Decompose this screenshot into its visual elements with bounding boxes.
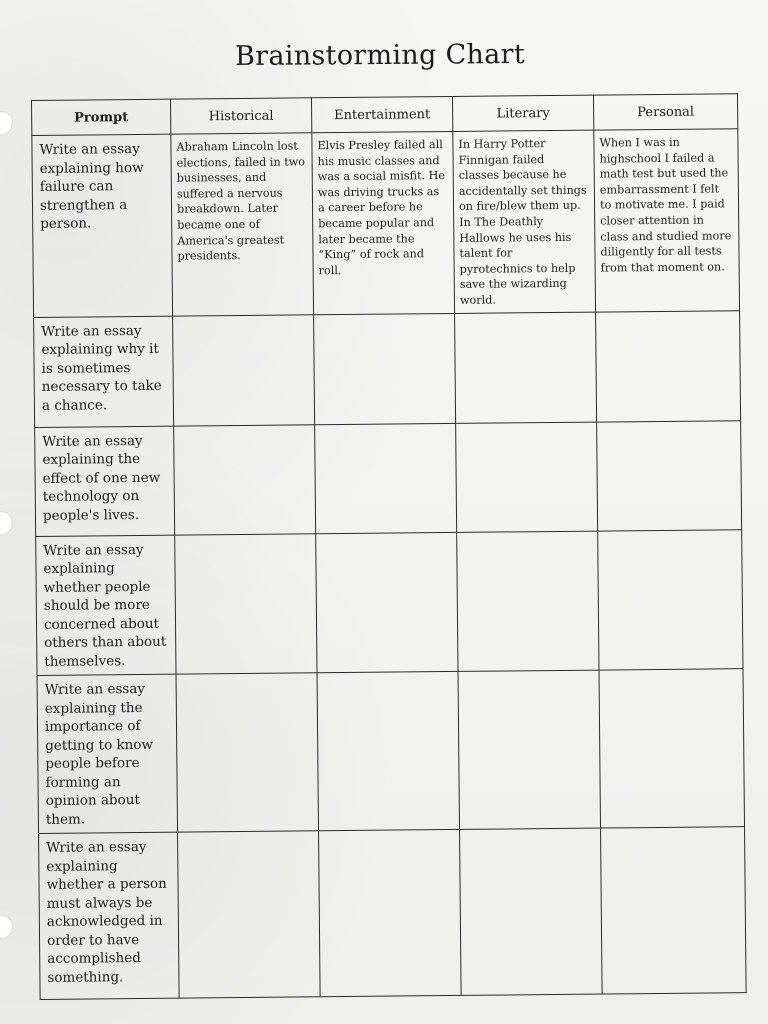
column-header-historical: Historical: [170, 98, 311, 134]
personal-cell[interactable]: [601, 827, 747, 994]
literary-cell[interactable]: In Harry Potter Finnigan failed classes because he accidentally set things on fire/blew them up. In The Deathly Hallows he uses his talent for pyrotechnics to help save the wizarding world.: [453, 130, 596, 313]
historical-cell[interactable]: [178, 831, 321, 998]
entertainment-cell[interactable]: [317, 671, 460, 830]
literary-cell[interactable]: [456, 422, 598, 532]
historical-cell[interactable]: [173, 314, 315, 425]
table-row: [36, 529, 743, 675]
table-row: [34, 310, 741, 427]
table-row: [32, 129, 740, 317]
prompt-cell: Write an essay explaining whether a person must always be acknowledged in order to have accomplished something.: [39, 832, 180, 999]
personal-cell[interactable]: [596, 310, 741, 421]
historical-cell[interactable]: Abraham Lincoln lost elections, failed in two businesses, and suffered a nervous breakdown. Later became one of America's greatest presidents.: [171, 133, 314, 316]
historical-cell[interactable]: [176, 673, 319, 832]
column-header-literary: Literary: [452, 95, 593, 131]
entertainment-cell[interactable]: [319, 829, 462, 996]
historical-cell[interactable]: [174, 424, 316, 534]
prompt-cell: Write an essay explaining whether people should be more concerned about others than about themselves.: [36, 535, 176, 676]
prompt-cell: Write an essay explaining the importance of getting to know people before forming an opinion about them.: [37, 674, 178, 833]
entertainment-cell[interactable]: [316, 532, 458, 673]
prompt-cell: Write an essay explaining how failure can strengthen a person.: [32, 134, 173, 317]
literary-cell[interactable]: [460, 828, 603, 995]
page-title: Brainstorming Chart: [234, 38, 526, 73]
literary-cell[interactable]: [457, 531, 599, 672]
column-header-prompt: Prompt: [32, 99, 171, 135]
literary-cell[interactable]: [458, 670, 601, 829]
personal-cell[interactable]: [599, 669, 745, 828]
table-row: [39, 827, 747, 1000]
column-header-entertainment: Entertainment: [311, 96, 452, 132]
personal-cell[interactable]: [597, 420, 742, 530]
table-row: [35, 420, 742, 536]
prompt-cell: Write an essay explaining why it is sometimes necessary to take a chance.: [34, 316, 174, 427]
binder-hole: [0, 512, 12, 534]
column-header-personal: Personal: [593, 94, 737, 130]
personal-cell[interactable]: [598, 529, 743, 670]
brainstorming-table: [31, 93, 747, 1000]
prompt-cell: Write an essay explaining the effect of one new technology on people's lives.: [35, 426, 175, 536]
entertainment-cell[interactable]: Elvis Presley failed all his music classes and was a social misfit. He was driving trucks as a career before he became popular and later became the “King” of rock and roll.: [312, 131, 455, 314]
entertainment-cell[interactable]: [315, 423, 457, 533]
table-row: [37, 669, 744, 834]
binder-hole: [0, 916, 12, 938]
historical-cell[interactable]: [175, 533, 317, 674]
personal-cell[interactable]: When I was in highschool I failed a math test but used the embarrassment I felt to motivate me. I paid closer attention in class and studied more diligently for all tests from that moment on.: [594, 129, 740, 312]
entertainment-cell[interactable]: [314, 313, 456, 424]
literary-cell[interactable]: [455, 312, 597, 423]
binder-hole: [0, 112, 12, 134]
